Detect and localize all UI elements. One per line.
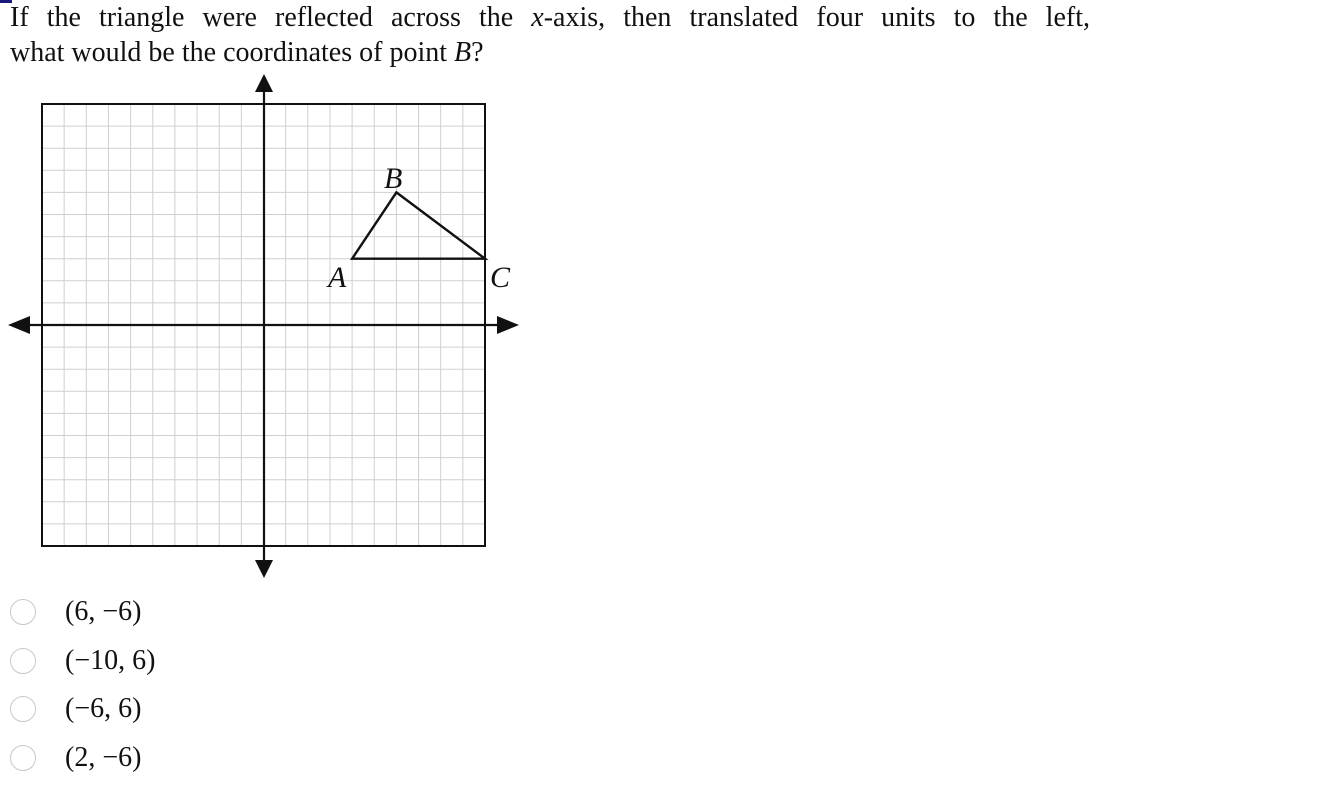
vertex-label-a: A [328,261,347,294]
radio-button[interactable] [10,648,36,674]
choice-label: (−6, 6) [65,693,142,725]
choice-label: (6, −6) [65,596,142,628]
question-line-1: If the triangle were reflected across the x-axis, then translated four units to the left, [10,2,1090,33]
choice-label: (−10, 6) [65,644,156,676]
choice-1[interactable] [10,588,155,637]
choice-label: (2, −6) [65,741,142,773]
choice-4[interactable] [10,734,155,783]
vertex-label-c: C [490,261,511,294]
coordinate-graph [0,70,540,585]
y-axis-up-arrow-icon [255,74,273,92]
radio-button[interactable] [10,745,36,771]
variable-x: x [531,2,544,33]
radio-button[interactable] [10,696,36,722]
question-text [10,0,1090,70]
choice-3[interactable] [10,685,155,734]
question-line-2: what would be the coordinates of point B? [10,37,484,68]
x-axis-left-arrow-icon [8,316,30,334]
radio-button[interactable] [10,599,36,625]
variable-b: B [454,37,472,68]
x-axis-right-arrow-icon [497,316,519,334]
answer-choices [10,588,155,782]
y-axis-down-arrow-icon [255,560,273,578]
vertex-label-b: B [384,162,403,195]
choice-2[interactable] [10,637,155,686]
